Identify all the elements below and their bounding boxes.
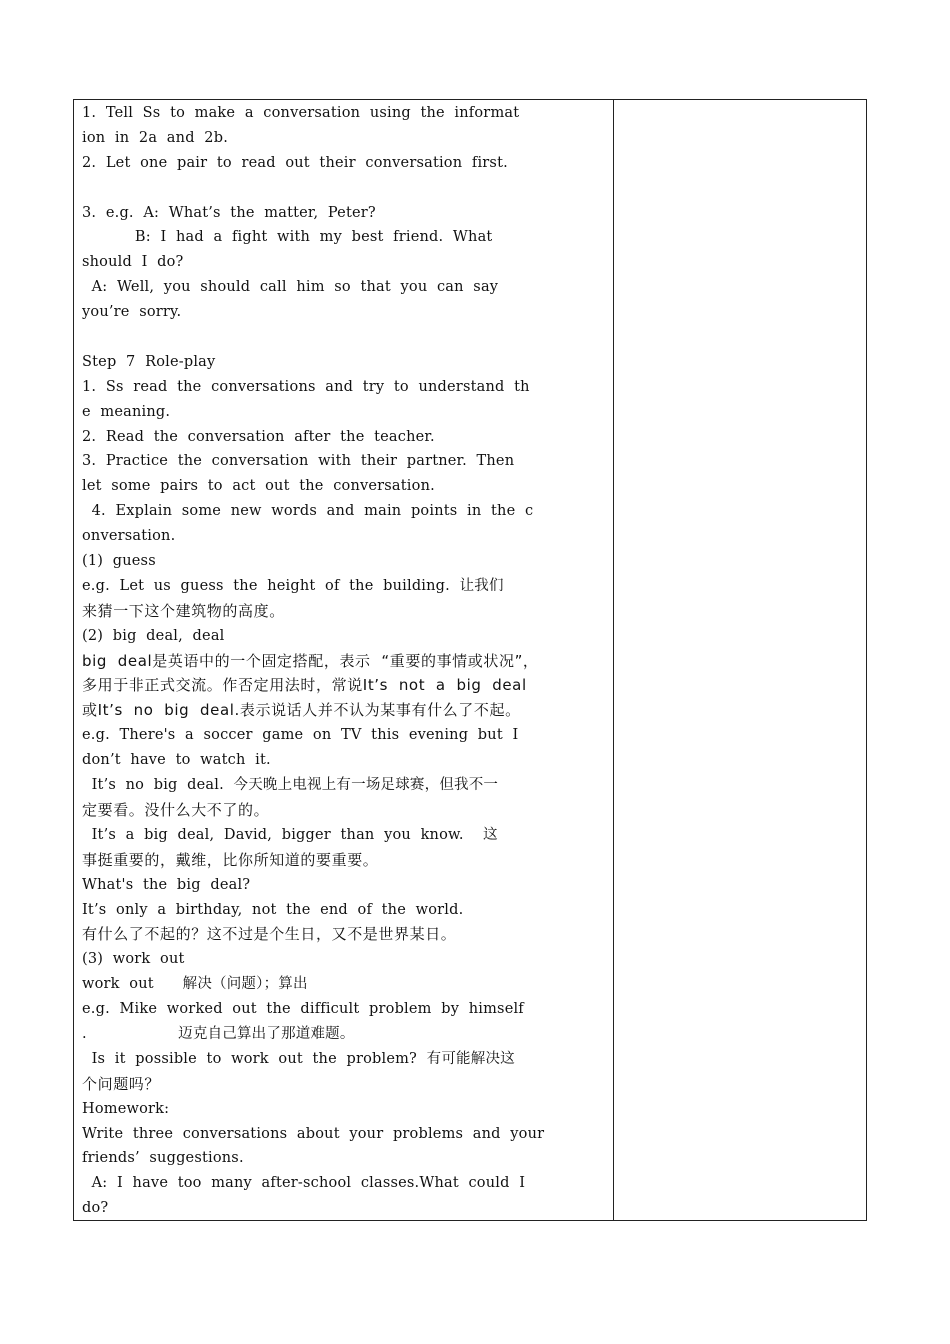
lesson-content [82,101,606,1221]
text-line: B: I had a fight with my best friend. What [82,229,493,246]
text-line: It’s only a birthday, not the end of the world. [82,901,464,918]
text-line: (3) work out [82,951,185,968]
text-line: It’s no big deal. 今天晚上电视上有一场足球赛，但我不一 [82,777,499,794]
text-line: 定要看。没什么大不了的。 [82,800,270,819]
text-line: Step 7 Role-play [82,353,216,370]
text-line: A: I have too many after-school classes.What could I [82,1175,526,1192]
text-line: let some pairs to act out the conversation. [82,478,435,495]
text-line: onversation. [82,528,176,545]
text-line: It’s a big deal, David, bigger than you know. 这 [82,826,498,843]
text-line: (2) big deal, deal [82,627,225,644]
text-line: e.g. There's a soccer game on TV this evening but I [82,727,519,744]
text-line: do? [82,1200,109,1217]
text-line: 4. Explain some new words and main points in the c [82,503,534,520]
text-line: 1. Tell Ss to make a conversation using the informat [82,105,520,121]
text-line: 2. Read the conversation after the teacher. [82,428,435,445]
text-line: big deal是英语中的一个固定搭配，表示 “重要的事情或状况”， [82,651,539,670]
text-line [82,176,606,201]
text-line: 事挺重要的，戴维，比你所知道的要重要。 [82,850,379,869]
text-line: 个问题吗？ [82,1074,161,1093]
text-line: A: Well, you should call him so that you can say [82,279,499,296]
text-line: 多用于非正式交流。作否定用法时，常说It’s not a big deal [82,676,527,695]
text-line: friends’ suggestions. [82,1150,244,1167]
text-line: ion in 2a and 2b. [82,129,229,146]
text-line: Write three conversations about your problems and your [82,1125,545,1142]
text-line: you’re sorry. [82,304,182,321]
text-line: don’t have to watch it. [82,752,271,769]
text-line: should I do? [82,254,184,271]
text-line: e meaning. [82,403,171,420]
text-line: e.g. Mike worked out the difficult problem by himself [82,1001,524,1018]
text-line [82,325,606,350]
text-line: 或It’s no big deal.表示说话人并不认为某事有什么了不起。 [82,701,521,720]
notes-column [614,100,866,1220]
text-line: 3. Practice the conversation with their partner. Then [82,453,515,470]
text-line: 有什么了不起的？这不过是个生日，又不是世界某日。 [82,925,457,944]
text-line: What's the big deal? [82,876,251,893]
text-line: Is it possible to work out the problem? 有可能解决这 [82,1050,515,1067]
text-line: Homework: [82,1100,170,1117]
text-line: 3. e.g. A: What’s the matter, Peter? [82,204,376,221]
text-line: 来猜一下这个建筑物的高度。 [82,601,285,620]
text-line: (1) guess [82,553,156,570]
text-line: 1. Ss read the conversations and try to understand th [82,378,530,395]
text-line: . 迈克自己算出了那道难题。 [82,1025,355,1042]
text-line: 2. Let one pair to read out their conversation first. [82,154,508,171]
text-line: work out 解决（问题）；算出 [82,976,308,993]
text-line: e.g. Let us guess the height of the building. 让我们 [82,577,504,594]
